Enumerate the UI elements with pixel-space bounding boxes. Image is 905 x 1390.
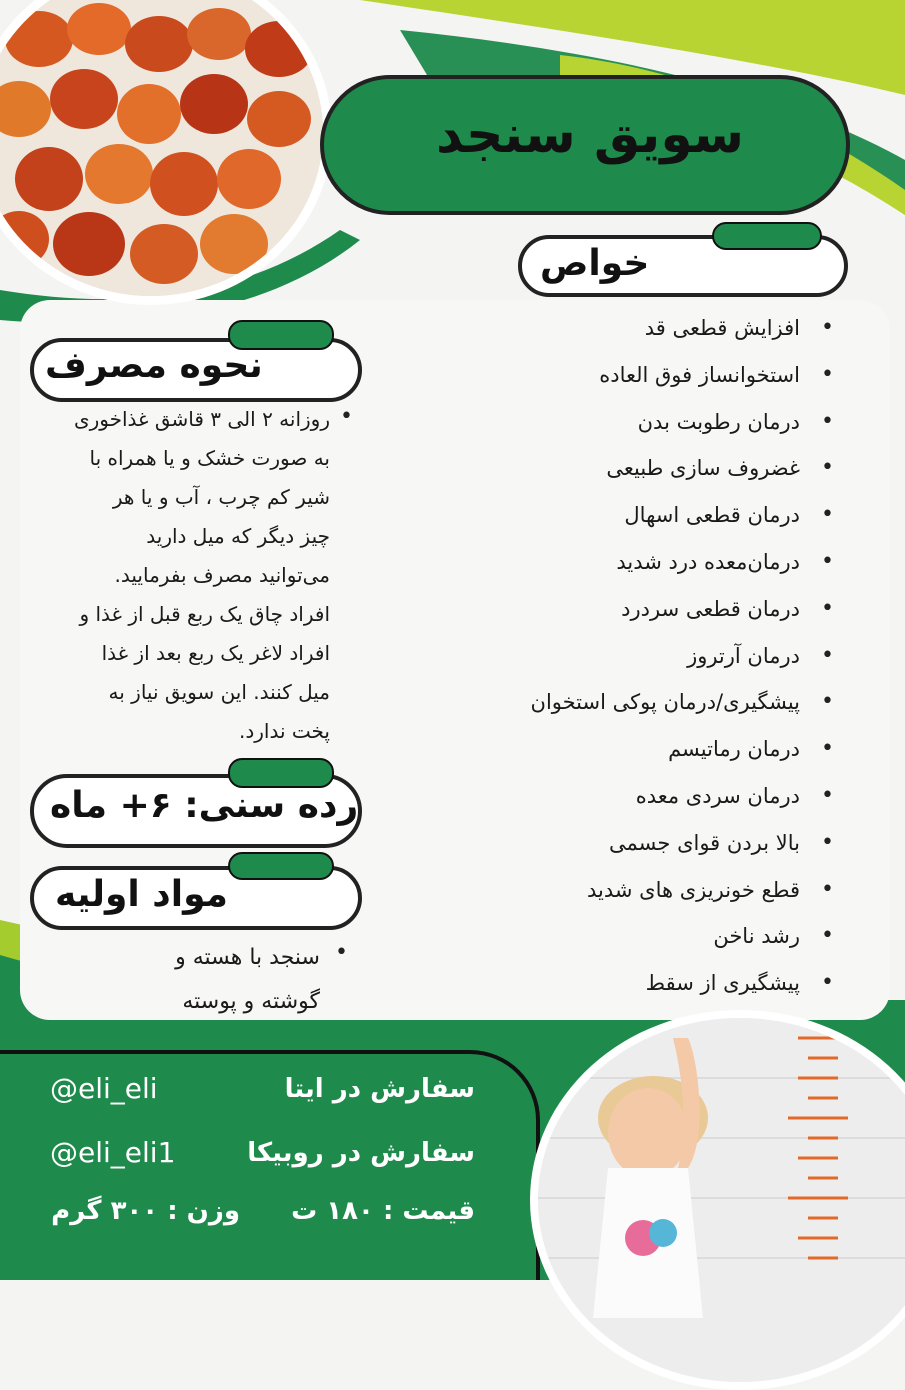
page-title: سویق سنجد xyxy=(435,105,745,165)
eitaa-label: سفارش در ایتا xyxy=(284,1074,475,1104)
benefit-item: • افزایش قطعی قد xyxy=(430,305,840,352)
ingredients-line: سنجد با هسته و xyxy=(175,945,320,970)
benefit-item: • استخوانساز فوق العاده xyxy=(430,352,840,399)
usage-text xyxy=(30,400,330,751)
usage-line: پخت ندارد. xyxy=(238,719,330,743)
benefit-item: • درمان‌معده درد شدید xyxy=(430,539,840,586)
eitaa-handle[interactable]: @eli_eli xyxy=(50,1072,158,1105)
ingredients-heading-tab xyxy=(228,852,334,880)
usage-line: افراد چاق یک ربع قبل از غذا و xyxy=(79,602,330,626)
benefit-item: • درمان سردی معده xyxy=(430,773,840,820)
benefit-item: • درمان رطوبت بدن xyxy=(430,399,840,446)
benefit-item: • درمان رماتیسم xyxy=(430,726,840,773)
benefit-item: • پیشگیری/درمان پوکی استخوان xyxy=(430,679,840,726)
usage-line: روزانه ۲ الی ۳ قاشق غذاخوری xyxy=(73,407,330,431)
usage-line: افراد لاغر یک ربع بعد از غذا xyxy=(101,641,330,665)
benefit-item: • بالا بردن قوای جسمی xyxy=(430,820,840,867)
rubika-label: سفارش در روبیکا xyxy=(247,1138,475,1168)
benefit-item: • رشد ناخن xyxy=(430,913,840,960)
usage-line: چیز دیگر که میل دارید xyxy=(146,524,330,548)
price: قیمت : ۱۸۰ ت xyxy=(291,1196,475,1226)
weight: وزن : ۳۰۰ گرم xyxy=(51,1196,240,1226)
age-range: رده سنی: ۶+ ماه xyxy=(50,785,359,826)
benefit-item: • قطع خونریزی های شدید xyxy=(430,867,840,914)
usage-line: میل کنند. این سویق نیاز به xyxy=(108,680,330,704)
benefits-heading-tab xyxy=(712,222,822,250)
usage-heading: نحوه مصرف xyxy=(45,345,263,386)
benefit-item: • درمان قطعی اسهال xyxy=(430,492,840,539)
benefits-list xyxy=(430,305,840,1007)
usage-line: شیر کم چرب ، آب و یا هر xyxy=(112,485,330,509)
ingredients-line: گوشته و پوسته xyxy=(182,989,320,1014)
benefit-item: • درمان قطعی سردرد xyxy=(430,586,840,633)
benefit-item: • پیشگیری از سقط xyxy=(430,960,840,1007)
benefit-item: • درمان آرتروز xyxy=(430,633,840,680)
ingredients-heading: مواد اولیه xyxy=(55,874,228,915)
rubika-handle[interactable]: @eli_eli1 xyxy=(50,1136,176,1169)
age-tab xyxy=(228,758,334,788)
usage-line: می‌توانید مصرف بفرمایید. xyxy=(114,563,330,587)
ingredients-bullet: • xyxy=(335,940,348,965)
ingredients-text xyxy=(110,936,320,1024)
benefits-heading: خواص xyxy=(540,243,650,284)
usage-bullet: • xyxy=(340,404,353,429)
usage-line: به صورت خشک و یا همراه با xyxy=(89,446,330,470)
benefit-item: • غضروف سازی طبیعی xyxy=(430,445,840,492)
